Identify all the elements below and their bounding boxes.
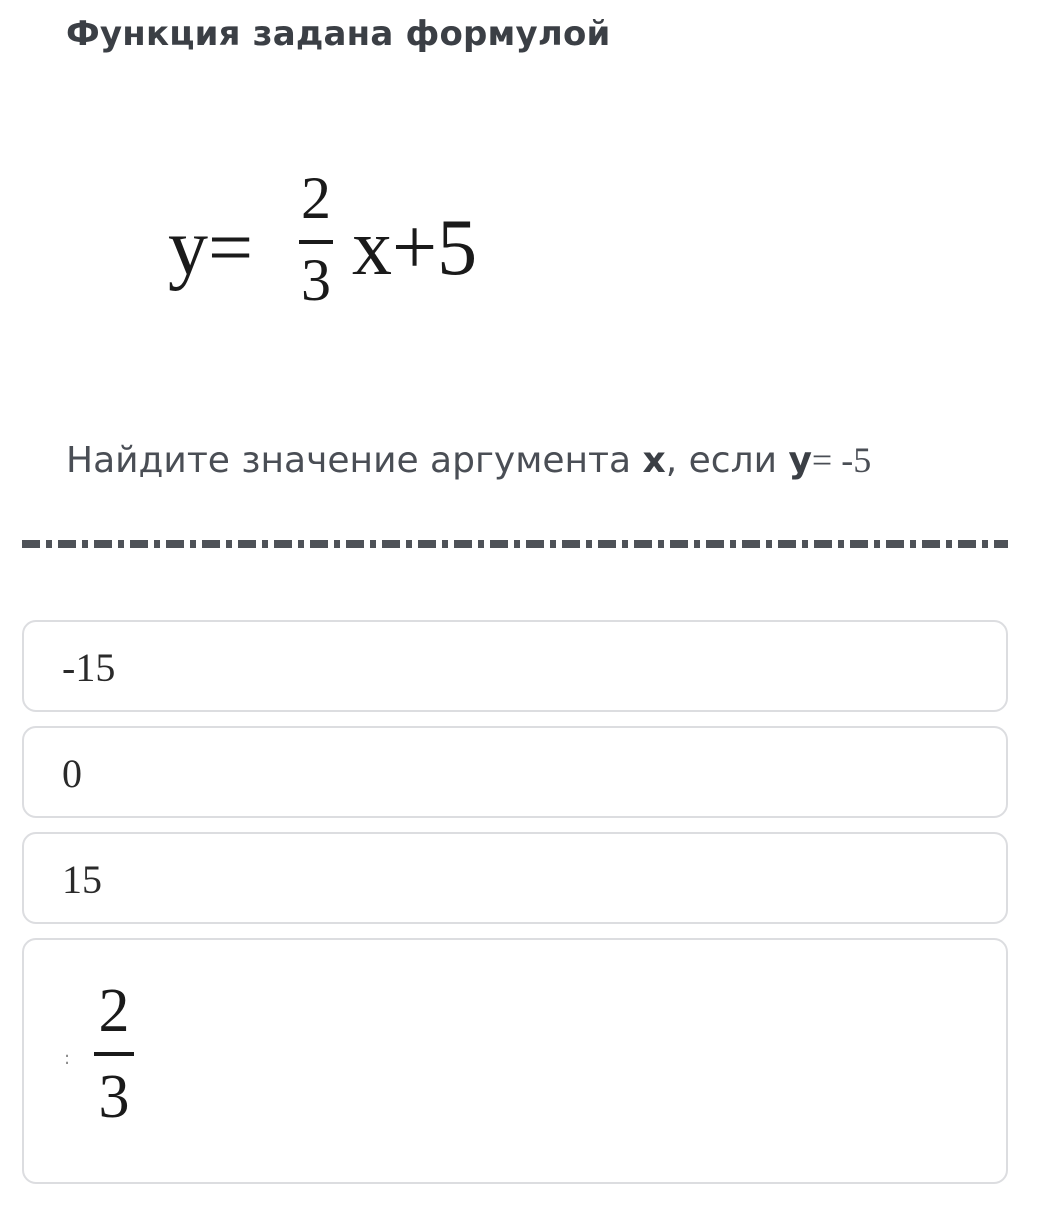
fraction-bar [299, 240, 333, 244]
question-var-x: x [642, 440, 666, 481]
fraction-bar [94, 1052, 134, 1056]
answer-fraction-numerator: 2 [98, 977, 130, 1045]
section-divider [22, 540, 1008, 548]
image-artifact-mark: : [64, 1048, 71, 1069]
formula-rhs: x+5 [352, 204, 478, 292]
question-text [66, 436, 871, 485]
answer-options [22, 620, 1008, 1198]
answer-option-4[interactable] [22, 938, 1008, 1184]
question-title: Функция задана формулой [66, 14, 611, 54]
question-prefix: Найдите значение аргумента [66, 440, 643, 481]
answer-option-2[interactable] [22, 726, 1008, 818]
answer-fraction-denominator: 3 [98, 1063, 130, 1131]
answer-option-fraction [94, 977, 134, 1132]
question-equals: = [811, 440, 833, 480]
answer-option-label: 15 [62, 857, 102, 902]
question-middle: , если [665, 440, 789, 481]
formula-image [168, 165, 528, 338]
answer-option-1[interactable] [22, 620, 1008, 712]
formula-fraction [296, 165, 336, 314]
formula-denominator: 3 [301, 247, 331, 313]
question-value: -5 [832, 440, 872, 480]
answer-option-3[interactable] [22, 832, 1008, 924]
formula-lhs: y= [168, 204, 254, 292]
answer-option-label: -15 [62, 645, 116, 690]
formula-numerator: 2 [301, 165, 331, 231]
answer-option-label: 0 [62, 751, 82, 796]
question-var-y: y [788, 440, 812, 481]
